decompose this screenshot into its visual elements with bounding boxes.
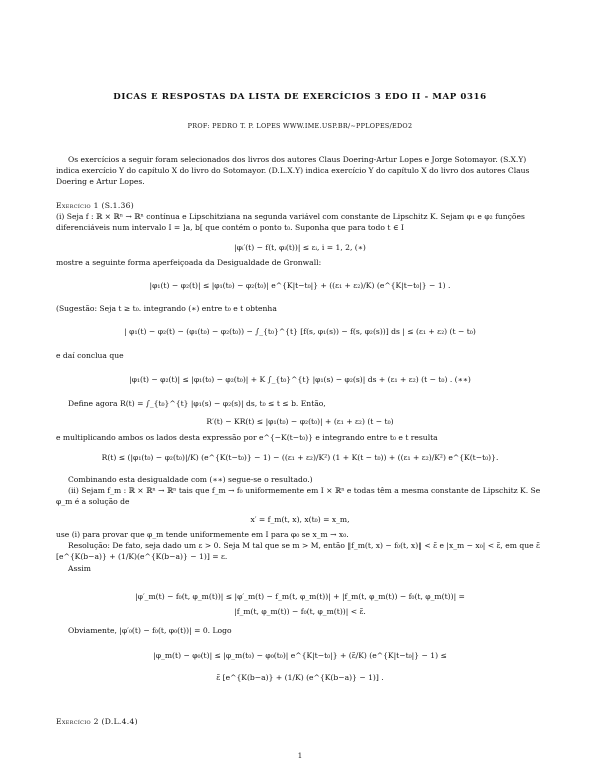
obviously-line: Obviamente, |φ′₀(t) − f₀(t, φ₀(t))| = 0. Logo [68, 626, 232, 635]
equation-r-prime: R′(t) − KR(t) ≤ |φ₁(t₀) − φ₂(t₀)| + (ε₁ + ε₂) (t − t₀) [206, 417, 394, 426]
equation-final-2: ε̃ [e^{K(b−a)} + (1/K) (e^{K(b−a)} − 1)] . [216, 673, 384, 682]
equation-star: |φᵢ′(t) − f(t, φᵢ(t))| ≤ εᵢ, i = 1, 2, (∗) [234, 243, 366, 252]
define-line: Define agora R(t) = ∫_{t₀}^{t} |φ₁(s) − φ₂(s)| ds, t₀ ≤ t ≤ b. Então, [68, 399, 326, 408]
multiply-line: e multiplicando ambos os lados desta expressão por e^{−K(t−t₀)} e integrando entre t₀ e t resulta [56, 433, 438, 442]
assim-line: Assim [68, 564, 91, 573]
conclude-line: e daí conclua que [56, 351, 124, 360]
equation-r-bound: R(t) ≤ (|φ₁(t₀) − φ₂(t₀)|/K) (e^{K(t−t₀)} − 1) − ((ε₁ + ε₂)/K²) (1 + K(t − t₀)) + ((ε₁ + ε₂)/K²) e^{K(t−t₀)}. [101, 453, 499, 462]
exercise-1-heading: Exercício 1 (S.1.36) [56, 201, 135, 210]
page-number: 1 [297, 752, 303, 760]
exercise-1-part-i: (i) Seja f : ℝ × ℝⁿ → ℝⁿ contínua e Lipschitziana na segunda variável com constante de Lipschitz K. Sejam φ₁ e φ₂ funções diferenciáveis num intervalo I = ]a, b[ que contém o ponto t₀. Suponha que para todo t ∈ I [56, 212, 525, 232]
equation-integral-bound: | φ₁(t) − φ₂(t) − (φ₁(t₀) − φ₂(t₀)) − ∫_{t₀}^{t} [f(s, φ₁(s)) − f(s, φ₂(s))] ds | ≤ (ε₁ + ε₂) (t − t₀) [124, 327, 476, 336]
equation-ivp: x′ = f_m(t, x), x(t₀) = x_m, [250, 515, 350, 524]
equation-double-star: |φ₁(t) − φ₂(t)| ≤ |φ₁(t₀) − φ₂(t₀)| + K ∫_{t₀}^{t} |φ₁(s) − φ₂(s)| ds + (ε₁ + ε₂) (t − t₀) . (∗∗) [129, 375, 471, 384]
document-title: DICAS E RESPOSTAS DA LISTA DE EXERCÍCIOS 3 EDO II - MAP 0316 [113, 92, 487, 102]
equation-final-1: |φ_m(t) − φ₀(t)| ≤ |φ_m(t₀) − φ₀(t₀)| e^{K|t−t₀|} + (ε̃/K) (e^{K|t−t₀|} − 1) ≤ [153, 651, 447, 660]
hint-intro: (Sugestão: Seja t ≥ t₀. integrando (∗) entre t₀ e t obtenha [56, 304, 277, 313]
equation-gronwall: |φ₁(t) − φ₂(t)| ≤ |φ₁(t₀) − φ₂(t₀)| e^{K|t−t₀|} + ((ε₁ + ε₂)/K) (e^{K|t−t₀|} − 1) . [149, 281, 451, 290]
intro-paragraph: Os exercícios a seguir foram selecionados dos livros dos autores Claus Doering-Artur Lopes e Jorge Sotomayor. (S.X.Y) indica exercício Y do capítulo X do livro do Sotomayor. (D.L.X.Y) indica exercício Y do capítulo X do livro dos autores Claus Doering e Artur Lopes. [56, 155, 530, 186]
resolution-paragraph: Resolução: De fato, seja dado um ε > 0. Seja M tal que se m > M, então ‖f_m(t, x) − f₀(t, x)‖ < ε̃ e |x_m − x₀| < ε̃, em que ε̃ [e^{K(b−a)} + (1/K)(e^{K(b−a)} − 1)] = ε. [56, 541, 540, 561]
equation-estimate-1: |φ′_m(t) − f₀(t, φ_m(t))| ≤ |φ′_m(t) − f_m(t, φ_m(t))| + |f_m(t, φ_m(t)) − f₀(t, φ_m(t))| = [135, 592, 465, 601]
gronwall-line: mostre a seguinte forma aperfeiçoada da Desigualdade de Gronwall: [56, 258, 322, 267]
author-line: PROF: PEDRO T. P. LOPES WWW.IME.USP.BR/∼PPLOPES/EDO2 [187, 122, 413, 130]
exercise-2-heading: Exercício 2 (D.L.4.4) [56, 717, 138, 726]
use-line: use (i) para provar que φ_m tende uniformemente em I para φ₀ se x_m → x₀. [56, 530, 349, 539]
combine-line: Combinando esta desigualdade com (∗∗) segue-se o resultado.) [68, 475, 313, 484]
exercise-1-part-ii: (ii) Sejam f_m : ℝ × ℝⁿ → ℝⁿ tais que f_m → f₀ uniformemente em I × ℝⁿ e todas têm a mesma constante de Lipschitz K. Se φ_m é a solução de [56, 486, 541, 506]
equation-estimate-2: |f_m(t, φ_m(t)) − f₀(t, φ_m(t))| < ε̃. [234, 607, 366, 616]
